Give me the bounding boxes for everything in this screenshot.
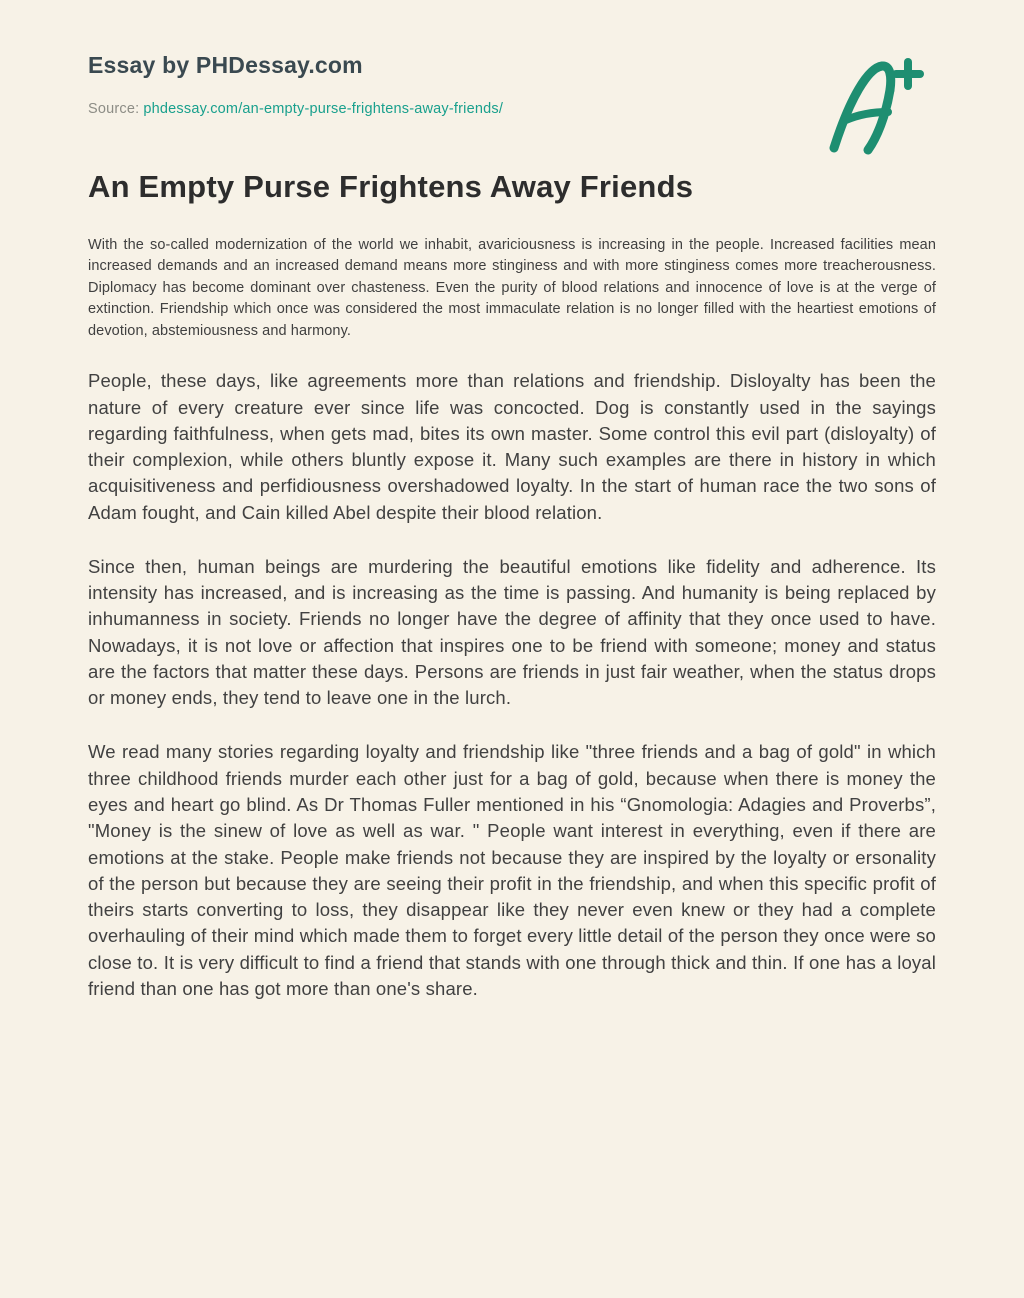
source-label: Source: — [88, 101, 140, 117]
source-link[interactable]: phdessay.com/an-empty-purse-frightens-away-friends/ — [143, 101, 504, 117]
body-paragraph-2: Since then, human beings are murdering the beautiful emotions like fidelity and adherence. Its intensity has increased, and is increasing as the time is passing. And humanity is being replaced by inhumanness in society. Friends no longer have the degree of affinity that they once used to have. Nowadays, it is not love or affection that inspires one to be friend with someone; money and status are the factors that matter these days. Persons are friends in just fair weather, when the status drops or money ends, they tend to leave one in the lurch. — [88, 555, 936, 709]
body-paragraph-1: People, these days, like agreements more than relations and friendship. Disloyalty has been the nature of every creature ever since life was concocted. Dog is constantly used in the sayings regarding faithfulness, when gets mad, bites its own master. Some control this evil part (disloyalty) of their complexion, while others bluntly expose it. Many such examples are there in history in which acquisitiveness and perfidiousness overshadowed loyalty. In the start of human race the two sons of Adam fought, and Cain killed Abel despite their blood relation. — [88, 370, 936, 523]
page-header — [88, 52, 936, 117]
page-title: An Empty Purse Frightens Away Friends — [88, 169, 694, 204]
source-line — [88, 101, 936, 117]
intro-paragraph: With the so-called modernization of the world we inhabit, avariciousness is increasing in the people. Increased facilities mean increased demands and an increased demand means more stinginess and with more stinginess comes more treacherousness. Diplomacy has become dominant over chasteness. Even the purity of blood relations and innocence of love is at the verge of extinction. Friendship which once was considered the most immaculate relation is no longer filled with the heartiest emotions of devotion, abstemiousness and harmony. — [88, 237, 936, 339]
body-paragraph-3: We read many stories regarding loyalty and friendship like "three friends and a bag of gold" in which three childhood friends murder each other just for a bag of gold, because when there is money the eyes and heart go blind. As Dr Thomas Fuller mentioned in his “Gnomologia: Adagies and Proverbs”, "Money is the sinew of love as well as war. " People want interest in everything, even if there are emotions at the stake. People make friends not because they are inspired by the loyalty or ersonality of the person but because they are seeing their profit in the friendship, and when this specific profit of theirs starts converting to loss, they disappear like they never even knew or they had a complete overhauling of their mind which made them to forget every little detail of the person they once were so close to. It is very difficult to find a friend that stands with one through thick and thin. If one has a loyal friend than one has got more than one's share. — [88, 741, 936, 999]
phdessay-a-plus-logo-icon — [824, 52, 928, 158]
header-title: Essay by PHDessay.com — [88, 52, 363, 78]
